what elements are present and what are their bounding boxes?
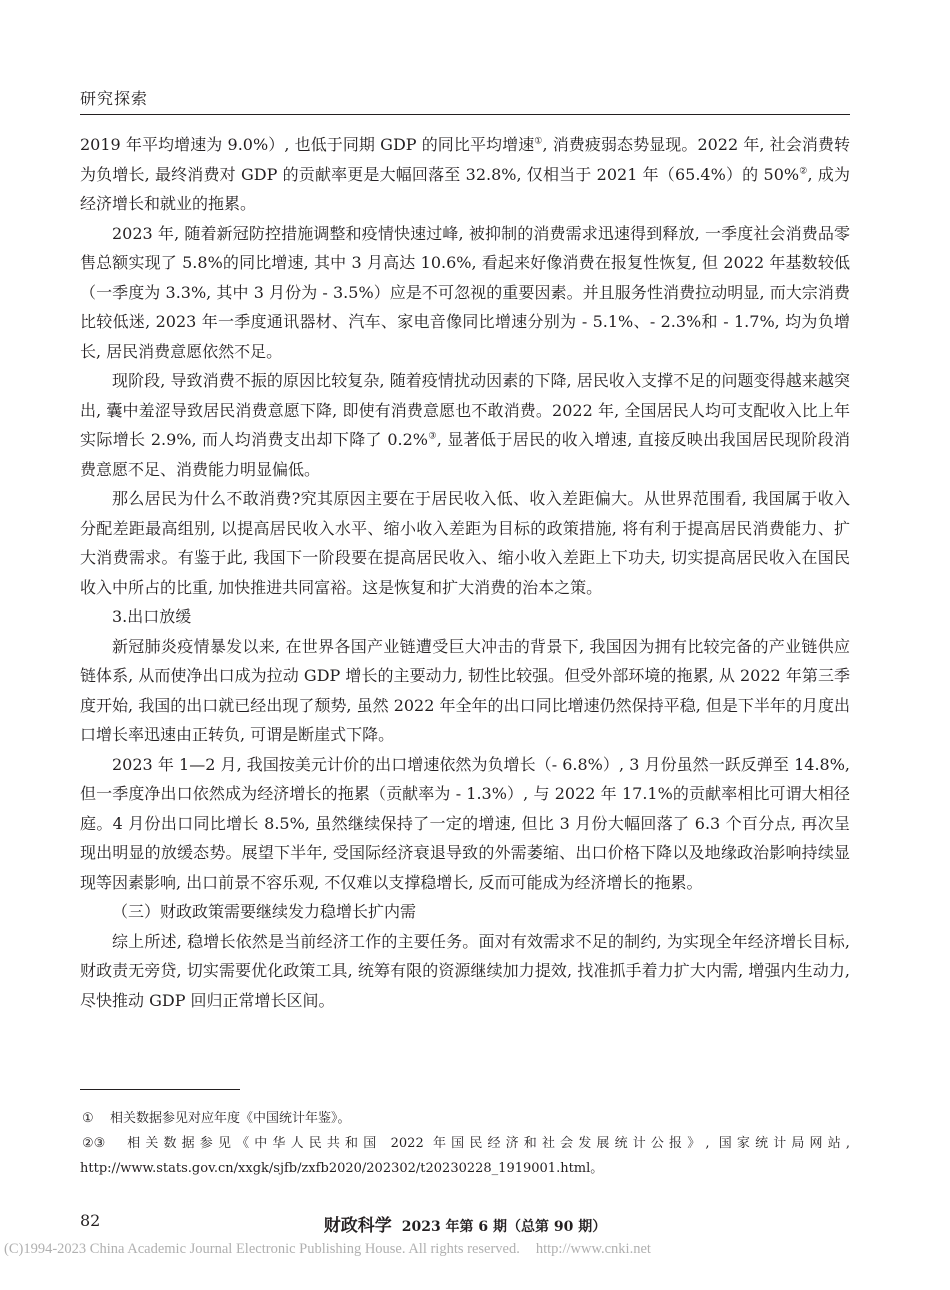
heading-fiscal-policy: （三）财政政策需要继续发力稳增长扩内需 [112,902,417,921]
footnote-rule [80,1089,240,1090]
footnote-ref-3[interactable]: ③ [428,431,437,442]
paragraph-3: 现阶段, 导致消费不振的原因比较复杂, 随着疫情扰动因素的下降, 居民收入支撑不足的问题变得越来越突出, 囊中羞涩导致居民消费意愿下降, 即使有消费意愿也不敢消费。2022 年, 全国居民人均可支配收入比上年实际增长 2.9%, 而人均消费支出却下降了 0.2%③, 显著低于居民的收入增速, 直接反映出我国居民现阶段消费意愿不足、消费能力明显偏低。 [80,371,850,479]
paragraph-4: 那么居民为什么不敢消费?究其原因主要在于居民收入低、收入差距偏大。从世界范围看, 我国属于收入分配差距最高组别, 以提高居民收入水平、缩小收入差距为目标的政策措施, 将有利于提高居民消费能力、扩大消费需求。有鉴于此, 我国下一阶段要在提高居民收入、缩小收入差距上下功夫, 切实提高居民收入在国民收入中所占的比重, 加快推进共同富裕。这是恢复和扩大消费的治本之策。 [80,489,850,597]
footnote-mark: ②③ [82,1136,106,1151]
footnote-2 [80,1131,850,1181]
footnote-ref-1[interactable]: ① [534,136,543,147]
footnotes [80,1106,850,1181]
footnote-ref-2[interactable]: ② [799,166,808,177]
journal-info [80,1211,850,1236]
paragraph-7: 综上所述, 稳增长依然是当前经济工作的主要任务。面对有效需求不足的制约, 为实现全年经济增长目标, 财政责无旁贷, 切实需要优化政策工具, 统筹有限的资源继续加力提效, 找准抓手着力扩大内需, 增强内生动力, 尽快推动 GDP 回归正常增长区间。 [80,931,850,1010]
paragraph-6: 2023 年 1—2 月, 我国按美元计价的出口增速依然为负增长（- 6.8%）, 3 月份虽然一跃反弹至 14.8%, 但一季度净出口依然成为经济增长的拖累（贡献率为 - 1.3%）, 与 2022 年 17.1%的贡献率相比可谓大相径庭。4 月份出口同比增长 8.5%, 虽然继续保持了一定的增速, 但比 3 月份大幅回落了 6.3 个百分点, 再次呈现出明显的放缓态势。展望下半年, 受国际经济衰退导致的外需萎缩、出口价格下降以及地缘政治影响持续显现等因素影响, 出口前景不容乐观, 不仅难以支撑稳增长, 反而可能成为经济增长的拖累。 [80,754,850,892]
footnote-1 [80,1106,850,1131]
header-rule [80,114,850,115]
running-header: 研究探索 [80,89,149,108]
page-number: 82 [80,1211,101,1230]
footnote-text: 相关数据参见《中华人民共和国 2022 年国民经济和社会发展统计公报》, 国家统计局网站, http://www.stats.gov.cn/xxgk/sjfb/zxfb2020/202302/t20230228_1919001.html。 [80,1136,850,1176]
footnote-mark: ① [82,1111,94,1126]
article-body [80,130,850,1015]
copyright-text: (C)1994-2023 China Academic Journal Electronic Publishing House. All rights reserved. [4,1241,520,1257]
paragraph-2: 2023 年, 随着新冠防控措施调整和疫情快速过峰, 被抑制的消费需求迅速得到释放, 一季度社会消费品零售总额实现了 5.8%的同比增速, 其中 3 月高达 10.6%, 看起来好像消费在报复性恢复, 但 2022 年基数较低（一季度为 3.3%, 其中 3 月份为 - 3.5%）应是不可忽视的重要因素。并且服务性消费拉动明显, 而大宗消费比较低迷, 2023 年一季度通讯器材、汽车、家电音像同比增速分别为 - 5.1%、- 2.3%和 - 1.7%, 均为负增长, 居民消费意愿依然不足。 [80,223,850,361]
copyright-watermark [4,1241,948,1258]
cnki-link[interactable]: http://www.cnki.net [535,1241,651,1257]
footnote-text: 相关数据参见对应年度《中国统计年鉴》。 [110,1111,351,1126]
page-footer [80,1211,850,1236]
journal-issue: 2023 年第 6 期（总第 90 期） [401,1219,607,1235]
paragraph-1: 2019 年平均增速为 9.0%）, 也低于同期 GDP 的同比平均增速①, 消费疲弱态势显现。2022 年, 社会消费转为负增长, 最终消费对 GDP 的贡献率更是大幅回落至 32.8%, 仅相当于 2021 年（65.4%）的 50%②, 成为经济增长和就业的拖累。 [80,135,850,213]
heading-export-slowdown: 3.出口放缓 [112,607,192,626]
journal-name: 财政科学 [323,1216,392,1236]
paragraph-5: 新冠肺炎疫情暴发以来, 在世界各国产业链遭受巨大冲击的背景下, 我国因为拥有比较完备的产业链供应链体系, 从而使净出口成为拉动 GDP 增长的主要动力, 韧性比较强。但受外部环境的拖累, 从 2022 年第三季度开始, 我国的出口就已经出现了颓势, 虽然 2022 年全年的出口同比增速仍然保持平稳, 但是下半年的月度出口增长率迅速由正转负, 可谓是断崖式下降。 [80,636,850,744]
